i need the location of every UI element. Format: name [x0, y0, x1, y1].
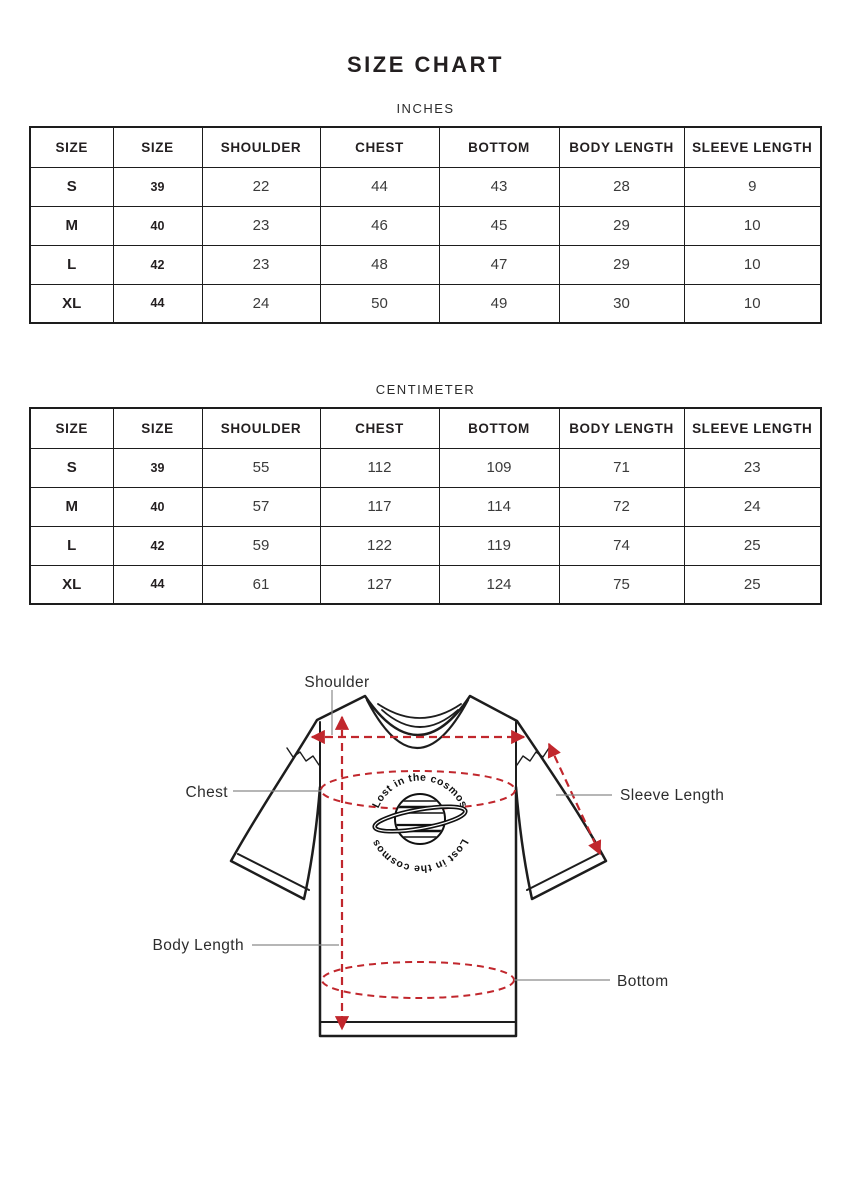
table-row [30, 245, 821, 284]
value-cell: 25 [684, 565, 821, 604]
column-header: SLEEVE LENGTH [684, 408, 821, 448]
value-cell: 112 [320, 448, 439, 487]
value-cell: 23 [684, 448, 821, 487]
value-cell: 49 [439, 284, 559, 323]
size-cell: L [30, 245, 113, 284]
value-cell: 10 [684, 206, 821, 245]
value-cell: 40 [113, 206, 202, 245]
shoulder-label: Shoulder [304, 674, 370, 691]
value-cell: 72 [559, 487, 684, 526]
size-cell: S [30, 167, 113, 206]
value-cell: 24 [202, 284, 320, 323]
value-cell: 119 [439, 526, 559, 565]
value-cell: 124 [439, 565, 559, 604]
column-header: BOTTOM [439, 408, 559, 448]
column-header: SIZE [30, 127, 113, 167]
value-cell: 45 [439, 206, 559, 245]
value-cell: 122 [320, 526, 439, 565]
tshirt-diagram-svg [0, 649, 851, 1200]
bottom-label: Bottom [617, 973, 669, 990]
value-cell: 55 [202, 448, 320, 487]
chest-label: Chest [185, 784, 228, 801]
value-cell: 114 [439, 487, 559, 526]
value-cell: 47 [439, 245, 559, 284]
table-row [30, 167, 821, 206]
table-header-row [30, 127, 821, 167]
table-row [30, 284, 821, 323]
value-cell: 44 [320, 167, 439, 206]
column-header: SHOULDER [202, 127, 320, 167]
value-cell: 29 [559, 245, 684, 284]
value-cell: 74 [559, 526, 684, 565]
column-header: BODY LENGTH [559, 408, 684, 448]
inches-size-table [29, 126, 822, 324]
table-row [30, 206, 821, 245]
value-cell: 44 [113, 565, 202, 604]
value-cell: 39 [113, 448, 202, 487]
value-cell: 25 [684, 526, 821, 565]
size-cell: XL [30, 565, 113, 604]
column-header: SIZE [113, 127, 202, 167]
measurement-diagram [0, 649, 851, 1200]
value-cell: 29 [559, 206, 684, 245]
value-cell: 43 [439, 167, 559, 206]
value-cell: 46 [320, 206, 439, 245]
centimeter-size-table [29, 407, 822, 605]
column-header: SIZE [113, 408, 202, 448]
value-cell: 39 [113, 167, 202, 206]
value-cell: 42 [113, 245, 202, 284]
table-row [30, 565, 821, 604]
table-header-row [30, 408, 821, 448]
table-row [30, 526, 821, 565]
value-cell: 28 [559, 167, 684, 206]
value-cell: 23 [202, 206, 320, 245]
table-row [30, 448, 821, 487]
value-cell: 24 [684, 487, 821, 526]
value-cell: 117 [320, 487, 439, 526]
value-cell: 127 [320, 565, 439, 604]
size-cell: L [30, 526, 113, 565]
value-cell: 9 [684, 167, 821, 206]
value-cell: 10 [684, 284, 821, 323]
column-header: SLEEVE LENGTH [684, 127, 821, 167]
size-cell: XL [30, 284, 113, 323]
value-cell: 10 [684, 245, 821, 284]
size-cell: M [30, 206, 113, 245]
value-cell: 57 [202, 487, 320, 526]
value-cell: 44 [113, 284, 202, 323]
graphic-arc-text-bottom: Lost in the cosmos [369, 836, 471, 875]
value-cell: 61 [202, 565, 320, 604]
value-cell: 50 [320, 284, 439, 323]
centimeter-unit-label: CENTIMETER [375, 382, 476, 397]
value-cell: 48 [320, 245, 439, 284]
value-cell: 75 [559, 565, 684, 604]
column-header: BOTTOM [439, 127, 559, 167]
value-cell: 42 [113, 526, 202, 565]
value-cell: 30 [559, 284, 684, 323]
inches-unit-label: INCHES [396, 101, 455, 116]
column-header: SIZE [30, 408, 113, 448]
page-title: SIZE CHART [347, 52, 504, 77]
value-cell: 40 [113, 487, 202, 526]
column-header: CHEST [320, 408, 439, 448]
column-header: BODY LENGTH [559, 127, 684, 167]
value-cell: 59 [202, 526, 320, 565]
value-cell: 23 [202, 245, 320, 284]
sleeve-length-label: Sleeve Length [620, 787, 725, 804]
size-cell: S [30, 448, 113, 487]
value-cell: 109 [439, 448, 559, 487]
graphic-arc-text-top: Lost in the cosmos [370, 771, 470, 811]
column-header: CHEST [320, 127, 439, 167]
value-cell: 22 [202, 167, 320, 206]
body-length-label: Body Length [152, 937, 244, 954]
size-cell: M [30, 487, 113, 526]
value-cell: 71 [559, 448, 684, 487]
column-header: SHOULDER [202, 408, 320, 448]
table-row [30, 487, 821, 526]
